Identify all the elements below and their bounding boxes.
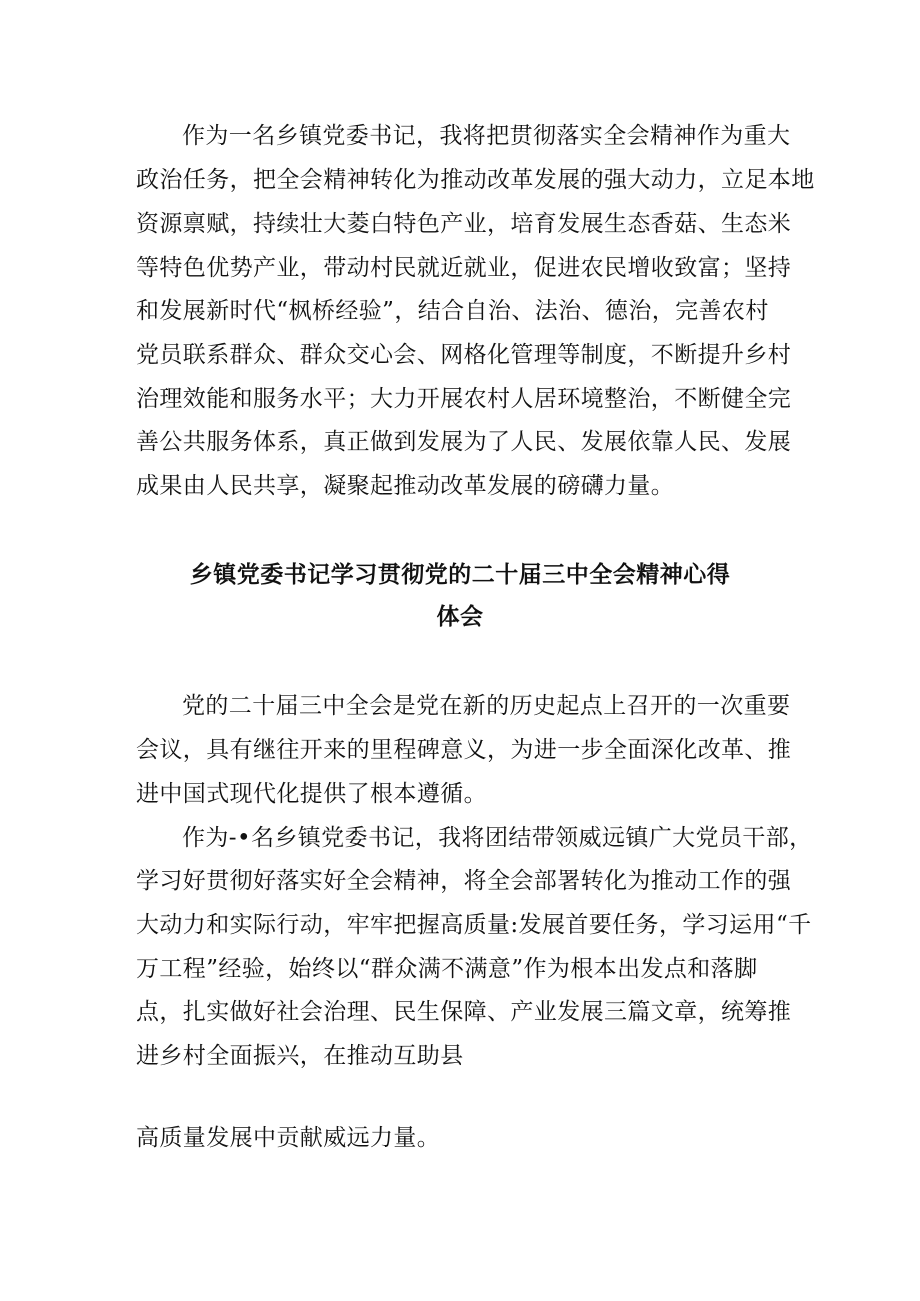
paragraph-line: 资源禀赋，持续壮大菱白特色产业，培育发展生态香菇、生态米 [136, 211, 792, 237]
paragraph-line: 成果由人民共享，凝聚起推动改革发展的磅礴力量。 [136, 473, 675, 499]
paragraph-line: 进中国式现代化提供了根本遵循。 [136, 781, 487, 807]
paragraph-line: 等特色优势产业，带动村民就近就业，促进农民增收致富；坚持 [136, 255, 792, 281]
paragraph-line: 党员联系群众、群众交心会、网格化管理等制度，不断提升乡村 [136, 342, 792, 368]
paragraph-line: 党的二十届三中全会是党在新的历史起点上召开的一次重要 [182, 693, 791, 719]
continuation-line: 高质量发展中贡献威远力量。 [136, 1125, 441, 1151]
paragraph-line: 会议，具有继往开来的里程碑意义，为进一步全面深化改革、推 [136, 737, 792, 763]
paragraph-line: 政治任务，把全会精神转化为推动改革发展的强大动力，立足本地 [136, 167, 815, 193]
paragraph-line: 学习好贯彻好落实好全会精神，将全会部署转化为推动工作的强 [136, 868, 792, 894]
paragraph-line: 治理效能和服务水平；大力开展农村人居环境整治，不断健全完 [136, 386, 792, 412]
paragraph-line: 善公共服务体系，真正做到发展为了人民、发展依靠人民、发展 [136, 429, 792, 455]
paragraph-line: 进乡村全面振兴，在推动互助县 [136, 1043, 464, 1069]
paragraph-line: 作为一名乡镇党委书记，我将把贯彻落实全会精神作为重大 [182, 123, 791, 149]
paragraph-line: 大动力和实际行动，牢牢把握高质量:发展首要任务，学习运用“千 [136, 912, 812, 938]
paragraph-line: 点，扎实做好社会治理、民生保障、产业发展三篇文章，统筹推 [136, 999, 792, 1025]
title-line: 乡镇党委书记学习贯彻党的二十届三中全会精神心得 [189, 562, 731, 588]
paragraph-line: 作为-•名乡镇党委书记，我将团结带领威远镇广大党员干部， [182, 825, 813, 851]
paragraph-line: 和发展新时代“枫桥经验”，结合自治、法治、德治，完善农村 [136, 298, 769, 324]
paragraph-line: 万工程”经验，始终以“群众满不满意”作为根本出发点和落脚 [136, 956, 758, 982]
title-line: 体会 [436, 604, 484, 630]
